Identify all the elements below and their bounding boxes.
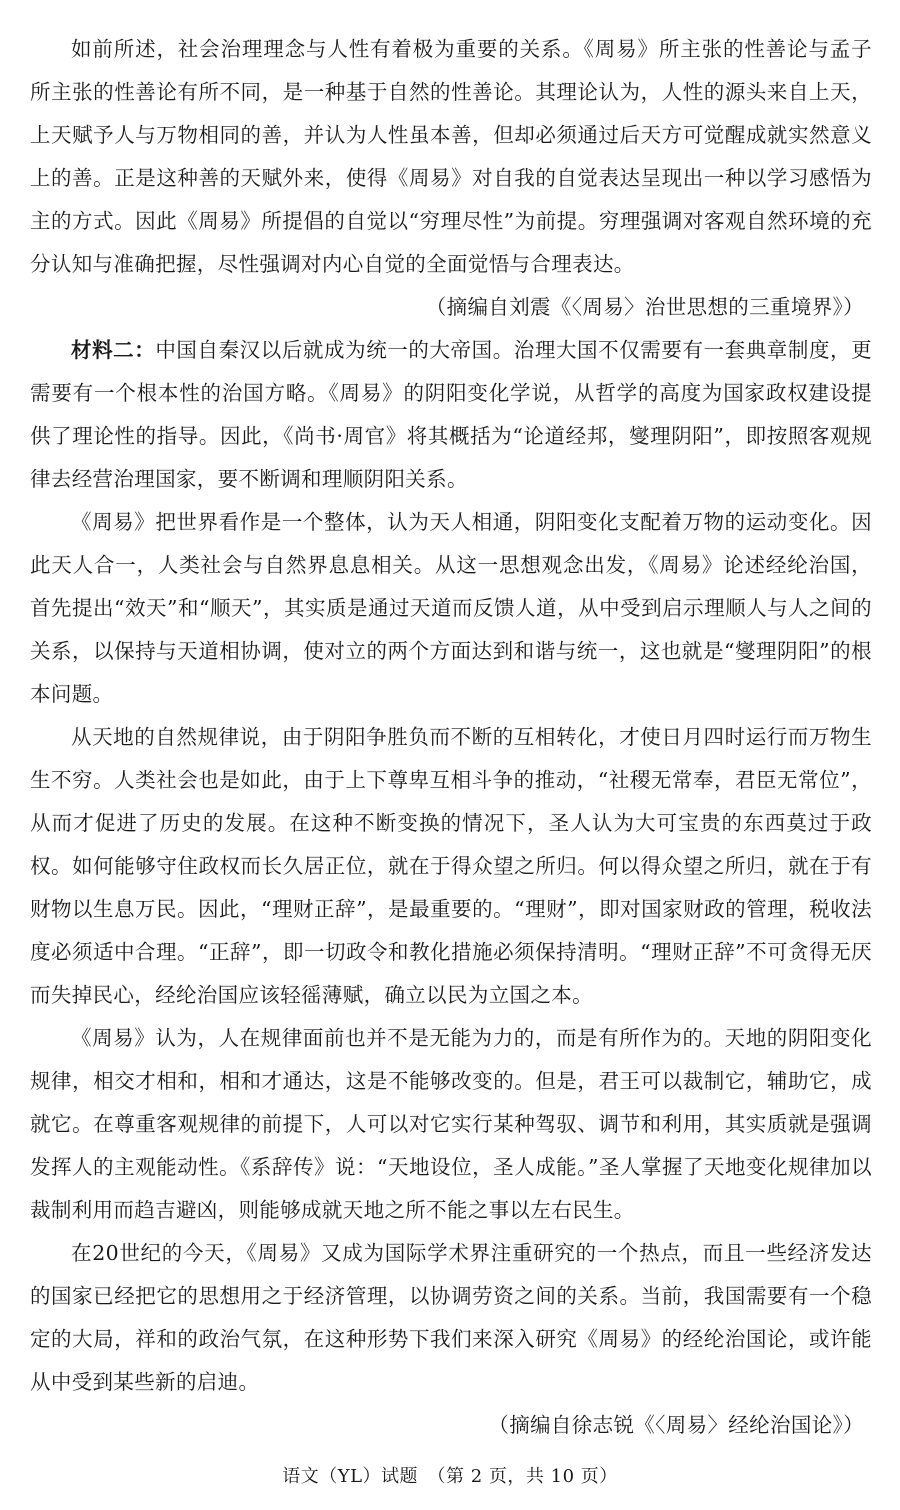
source-citation-1: （摘编自刘震《〈周易〉治世思想的三重境界》） <box>425 295 864 319</box>
document-page <box>30 28 872 1447</box>
material-2-paragraph-1 <box>30 329 872 501</box>
paragraph-intro: 如前所述，社会治理理念与人性有着极为重要的关系。《周易》所主张的性善论与孟子所主张的性善论有所不同，是一种基于自然的性善论。其理论认为，人性的源头来自上天，上天赋予人与万物相同的善，并认为人性虽本善，但却必须通过后天方可觉醒成就实然意义上的善。正是这种善的天赋外来，使得《周易》对自我的自觉表达呈现出一种以学习感悟为主的方式。因此《周易》所提倡的自觉以“穷理尽性”为前提。穷理强调对客观自然环境的充分认知与准确把握，尽性强调对内心自觉的全面觉悟与合理表达。 <box>30 37 872 276</box>
source-citation-2: （摘编自徐志锐《〈周易〉经纶治国论》） <box>488 1413 864 1437</box>
material-2-paragraph-5: 在20世纪的今天，《周易》又成为国际学术界注重研究的一个热点，而且一些经济发达的国家已经把它的思想用之于经济管理，以协调劳资之间的关系。当前，我国需要有一个稳定的大局，祥和的政治气氛，在这种形势下我们来深入研究《周易》的经纶治国论，或许能从中受到某些新的启迪。 <box>30 1241 872 1394</box>
page-footer: 语文（YL）试题 （第 2 页，共 10 页） <box>282 1466 618 1487</box>
material-2-paragraph-2: 《周易》把世界看作是一个整体，认为天人相通，阴阳变化支配着万物的运动变化。因此天人合一，人类社会与自然界息息相关。从这一思想观念出发，《周易》论述经纶治国，首先提出“效天”和“顺天”，其实质是通过天道而反馈人道，从中受到启示理顺人与人之间的关系，以保持与天道相协调，使对立的两个方面达到和谐与统一，这也就是“燮理阴阳”的根本问题。 <box>30 510 872 706</box>
material-2-label: 材料二： <box>71 338 156 362</box>
material-2-paragraph-4: 《周易》认为，人在规律面前也并不是无能为力的，而是有所作为的。天地的阴阳变化规律，相交才相和，相和才通达，这是不能够改变的。但是，君王可以裁制它，辅助它，成就它。在尊重客观规律的前提下，人可以对它实行某种驾驭、调节和利用，其实质就是强调发挥人的主观能动性。《系辞传》说：“天地设位，圣人成能。”圣人掌握了天地变化规律加以裁制利用而趋吉避凶，则能够成就天地之所不能之事以左右民生。 <box>30 1026 872 1222</box>
material-2-paragraph-3: 从天地的自然规律说，由于阴阳争胜负而不断的互相转化，才使日月四时运行而万物生生不穷。人类社会也是如此，由于上下尊卑互相斗争的推动，“社稷无常奉，君臣无常位”，从而才促进了历史的发展。在这种不断变换的情况下，圣人认为大可宝贵的东西莫过于政权。如何能够守住政权而长久居正位，就在于得众望之所归。何以得众望之所归，就在于有财物以生息万民。因此，“理财正辞”，是最重要的。“理财”，即对国家财政的管理，税收法度必须适中合理。“正辞”，即一切政令和教化措施必须保持清明。“理财正辞”不可贪得无厌而失掉民心，经纶治国应该轻徭薄赋，确立以民为立国之本。 <box>30 725 872 1007</box>
material-2-paragraph-1-text: 中国自秦汉以后就成为统一的大帝国。治理大国不仅需要有一套典章制度，更需要有一个根本性的治国方略。《周易》的阴阳变化学说，从哲学的高度为国家政权建设提供了理论性的指导。因此，《尚书·周官》将其概括为“论道经邦，燮理阴阳”，即按照客观规律去经营治理国家，要不断调和理顺阴阳关系。 <box>30 338 872 491</box>
